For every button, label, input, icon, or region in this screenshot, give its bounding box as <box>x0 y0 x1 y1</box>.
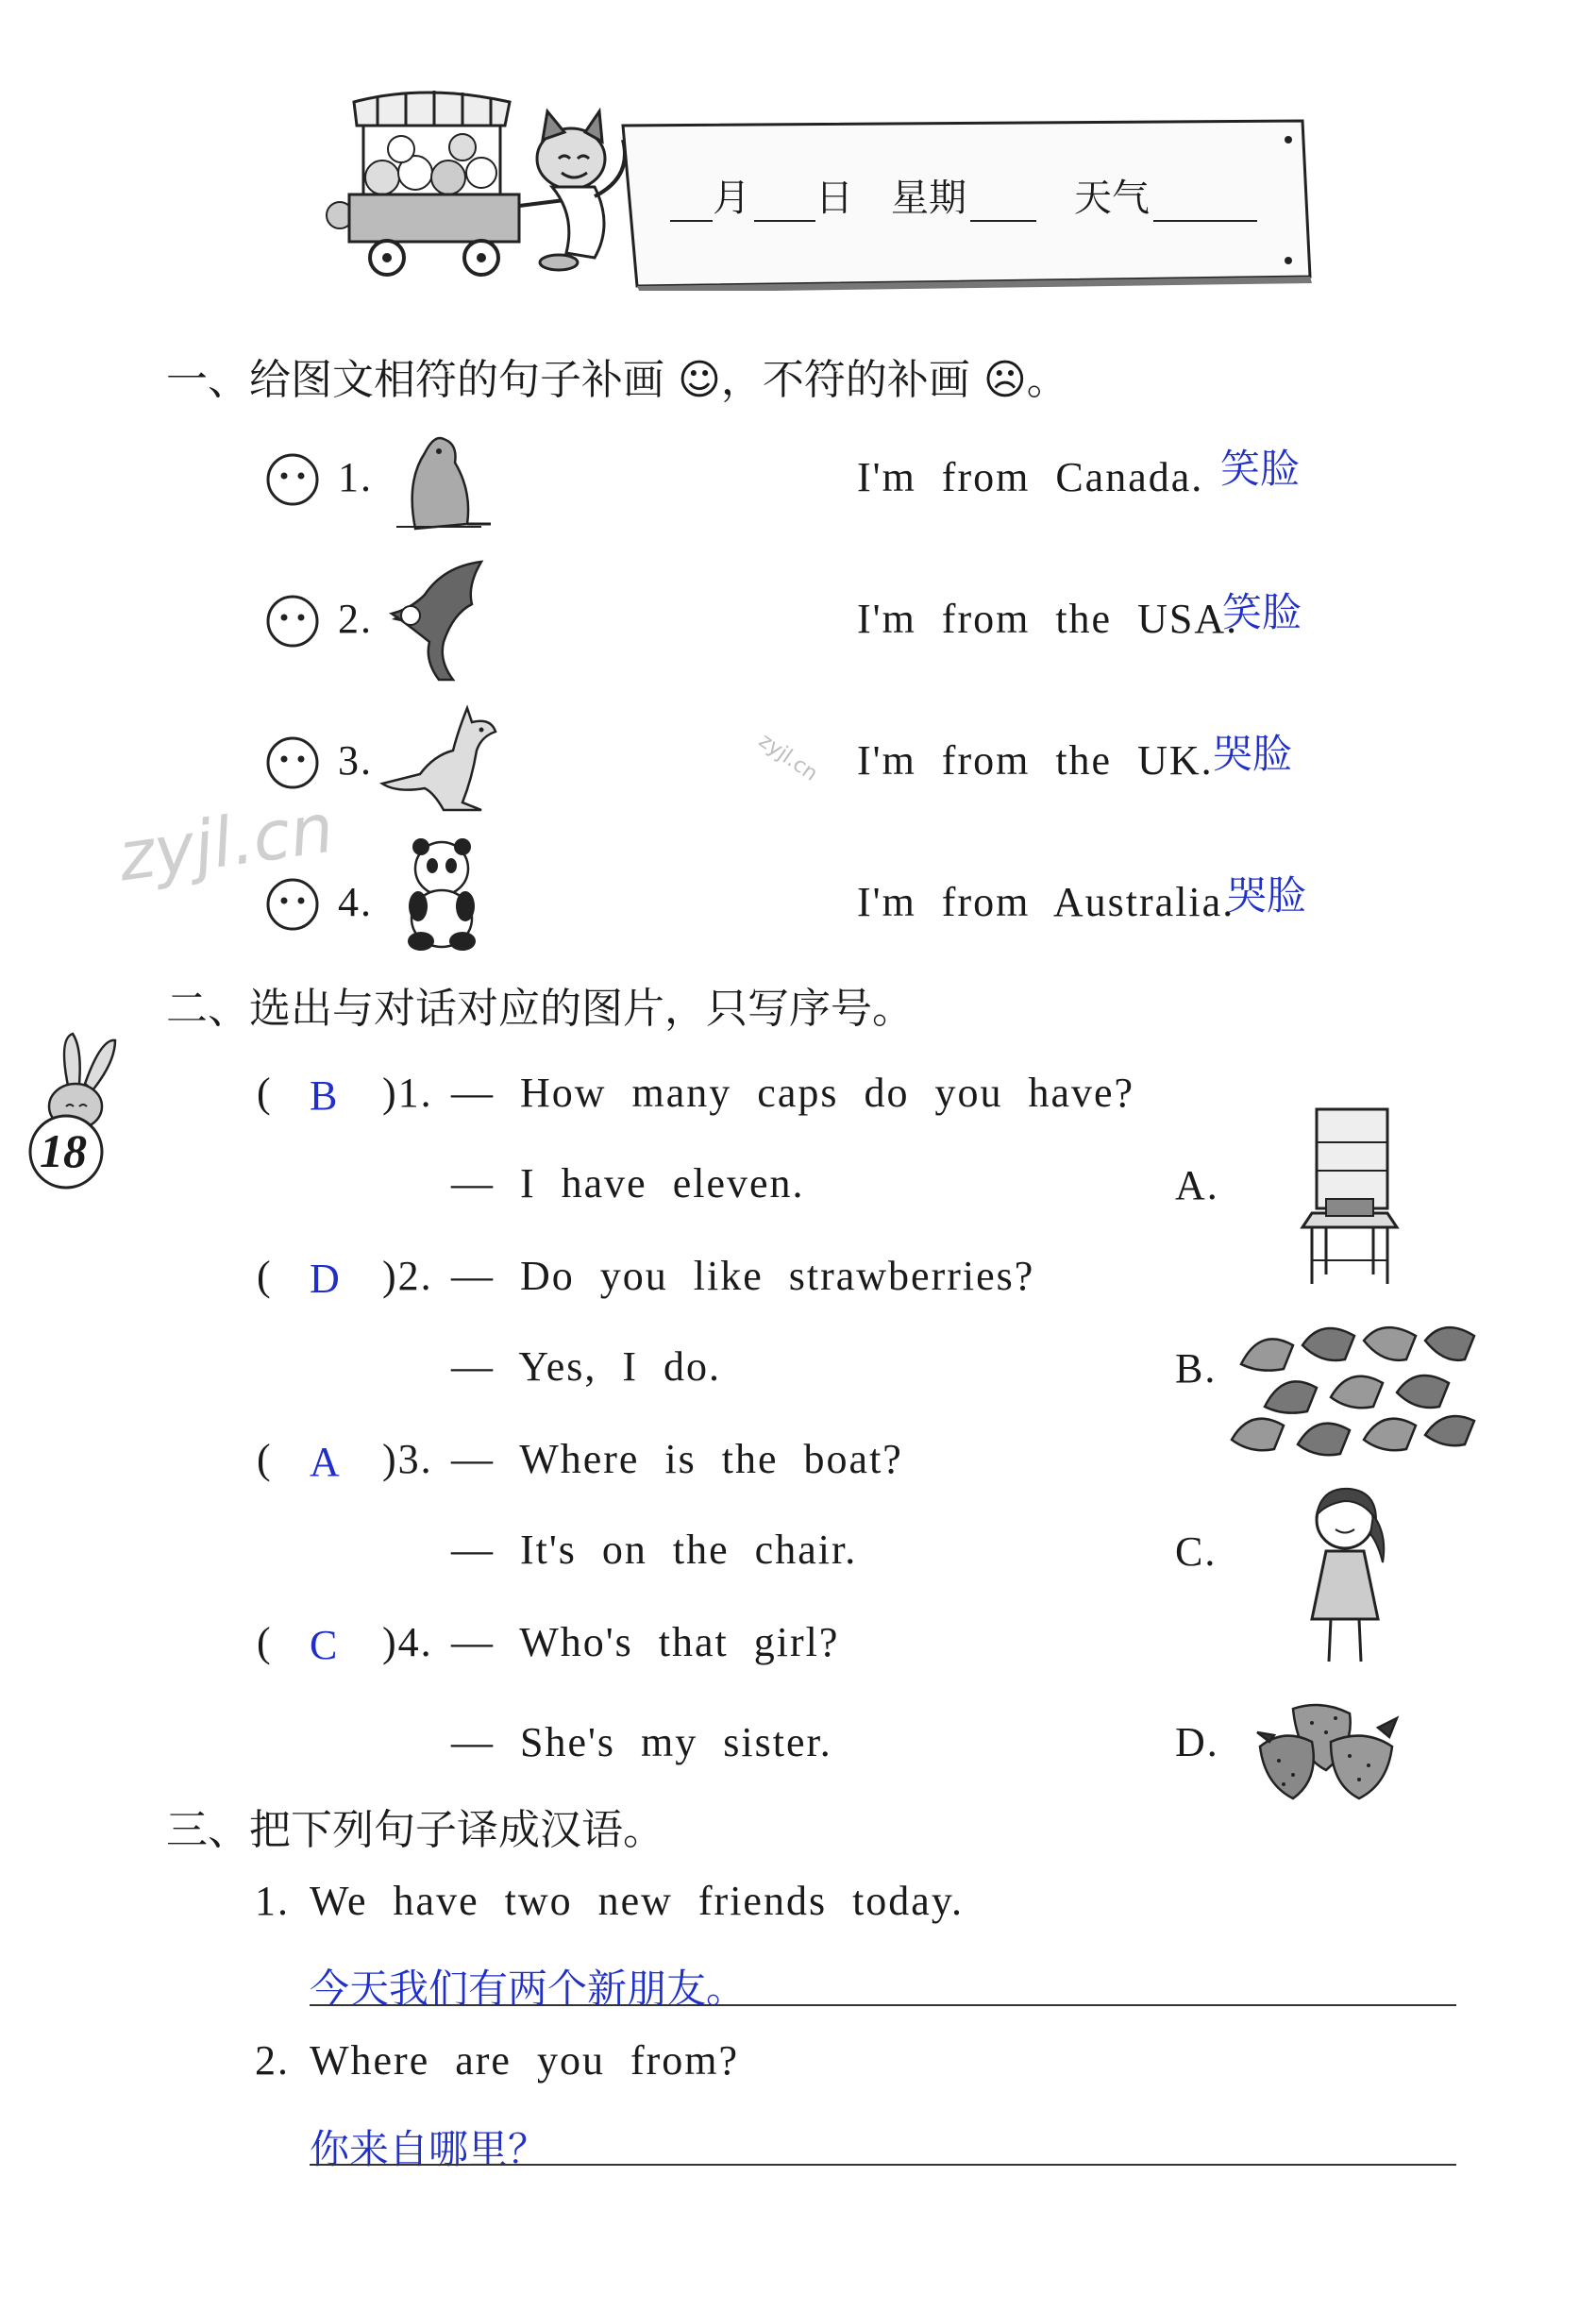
weekday-blank[interactable] <box>970 182 1036 222</box>
section3-title: 三、把下列句子译成汉语。 <box>166 1806 664 1854</box>
answer-letter[interactable]: D <box>310 1256 340 1302</box>
face-circle-icon[interactable] <box>264 593 321 650</box>
face-circle-icon[interactable] <box>264 451 321 508</box>
answer-letter[interactable]: C <box>310 1622 338 1668</box>
groundhog-icon <box>387 425 496 533</box>
paren-open: ( <box>257 1436 273 1482</box>
item-number: )2. <box>382 1253 433 1299</box>
paren-open: ( <box>257 1253 273 1299</box>
item-number: 2. <box>255 2037 290 2084</box>
reply: — She's my sister. <box>451 1719 832 1765</box>
face-circle-icon[interactable] <box>264 734 321 791</box>
reply: — I have eleven. <box>451 1160 805 1207</box>
month-label: 月 <box>713 177 750 220</box>
watermark: zyjl.cn <box>113 787 339 897</box>
question: — Do you like strawberries? <box>451 1253 1035 1299</box>
kangaroo-icon <box>378 699 510 817</box>
section2-title: 二、选出与对话对应的图片，只写序号。 <box>166 985 914 1033</box>
answer-text: 笑脸 <box>1220 446 1301 492</box>
sentence: I'm from the UK. <box>857 737 1214 784</box>
date-line <box>670 168 1257 222</box>
eagle-icon <box>387 557 496 684</box>
page-number: 18 <box>40 1124 87 1177</box>
chair-with-boat-icon <box>1298 1105 1402 1289</box>
sentence: I'm from Australia. <box>857 879 1235 925</box>
answer-line <box>310 2164 1456 2166</box>
item-number: )1. <box>382 1070 433 1116</box>
option-label-d: D. <box>1175 1719 1219 1765</box>
month-blank[interactable] <box>670 182 713 222</box>
weather-blank[interactable] <box>1153 182 1257 222</box>
answer-text: 哭脸 <box>1227 872 1307 919</box>
translation-answer[interactable]: 今天我们有两个新朋友。 <box>310 1966 747 2012</box>
answer-letter[interactable]: B <box>310 1072 338 1119</box>
item-number: 2. <box>338 596 373 642</box>
item-number: )4. <box>382 1619 433 1665</box>
girl-icon <box>1293 1477 1397 1671</box>
sentence: Where are you from? <box>310 2037 740 2084</box>
reply: — It's on the chair. <box>451 1527 858 1573</box>
sentence: I'm from the USA. <box>857 596 1239 642</box>
panda-icon <box>395 835 489 953</box>
question: — How many caps do you have? <box>451 1070 1135 1116</box>
option-label-b: B. <box>1175 1345 1218 1392</box>
item-number: )3. <box>382 1436 433 1482</box>
item-number: 3. <box>338 737 373 784</box>
answer-text: 笑脸 <box>1222 589 1302 635</box>
sentence: I'm from Canada. <box>857 454 1204 500</box>
face-circle-icon[interactable] <box>264 876 321 933</box>
caps-icon <box>1227 1317 1482 1459</box>
option-label-c: C. <box>1175 1528 1218 1575</box>
option-label-a: A. <box>1175 1162 1219 1208</box>
day-blank[interactable] <box>754 182 815 222</box>
paren-open: ( <box>257 1070 273 1116</box>
strawberries-icon <box>1255 1690 1425 1803</box>
section1-title: 一、给图文相符的句子补画 ☺，不符的补画 ☹。 <box>166 356 1068 404</box>
answer-letter[interactable]: A <box>310 1439 340 1485</box>
question: — Where is the boat? <box>451 1436 903 1482</box>
item-number: 4. <box>338 879 373 925</box>
item-number: 1. <box>255 1878 290 1924</box>
answer-text: 哭脸 <box>1213 731 1293 777</box>
day-label: 日 <box>815 177 853 220</box>
item-number: 1. <box>338 454 373 500</box>
weather-label: 天气 <box>1074 177 1150 220</box>
watermark-small: zyjl.cn <box>754 729 822 786</box>
weekday-label: 星期 <box>891 177 966 220</box>
reply: — Yes, I do. <box>451 1343 722 1390</box>
paren-open: ( <box>257 1619 273 1665</box>
answer-line <box>310 2004 1456 2006</box>
translation-answer[interactable]: 你来自哪里？ <box>310 2126 548 2172</box>
sentence: We have two new friends today. <box>310 1878 964 1924</box>
question: — Who's that girl? <box>451 1619 840 1665</box>
